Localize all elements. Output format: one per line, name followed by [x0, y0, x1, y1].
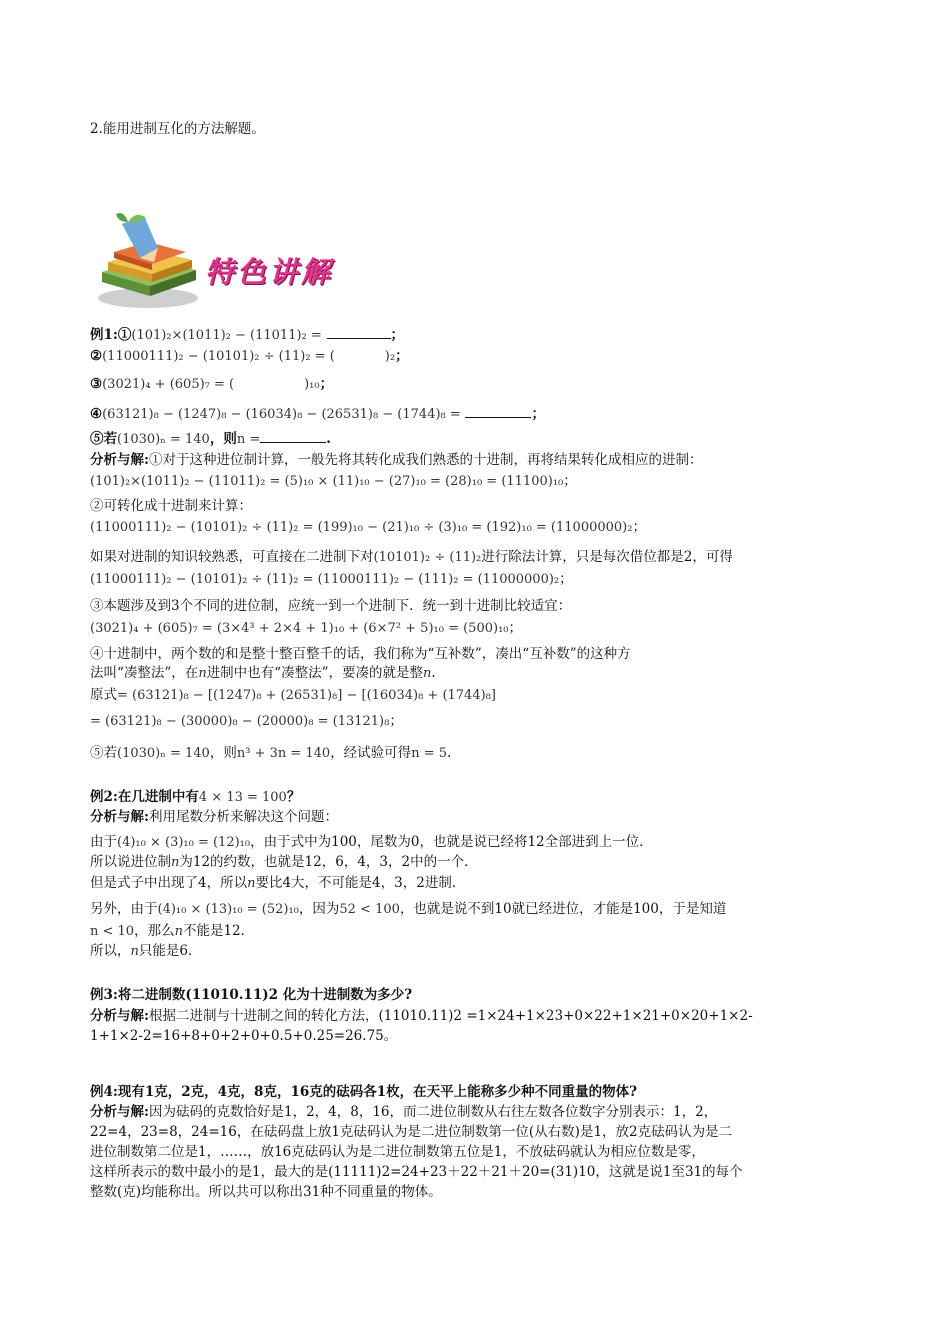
ex2-line4: 另外，由于(4)₁₀ × (13)₁₀ = (52)₁₀，因为52 < 100，也就是说不到10就已经进位，才能是100，于是知道: [90, 901, 727, 917]
ana1-line5: ④十进制中，两个数的和是整十整百整千的话，我们称为“互补数”，凑出“互补数”的这种方: [90, 646, 631, 662]
answer-blank: [327, 324, 391, 339]
ex2-line5: n < 10，那么n不能是12．: [90, 923, 255, 939]
ex4-line5: 整数(克)均能称出。所以共可以称出31种不同重量的物体。: [90, 1184, 442, 1200]
ex4-title: 例4:现有1克，2克，4克，8克，16克的砝码各1枚，在天平上能称多少种不同重量的物体?: [90, 1084, 638, 1100]
answer-blank: [260, 428, 326, 443]
ana1-formula3: (11000111)₂ − (10101)₂ ÷ (11)₂ = (11000111)₂ − (111)₂ = (11000000)₂；: [90, 571, 573, 587]
ex2-line2: 所以说进位制n为12的约数，也就是12，6，4，3，2中的一个．: [90, 854, 478, 870]
ex1-q3: ③(3021)₄ + (605)₇ = ( )₁₀；: [90, 376, 334, 392]
ana1-formula2: (11000111)₂ − (10101)₂ ÷ (11)₂ = (199)₁₀ − (21)₁₀ ÷ (3)₁₀ = (192)₁₀ = (11000000)₂；: [90, 519, 646, 535]
ana1-line9: ⑤若(1030)ₙ = 140，则n³ + 3n = 140，经试验可得n = 5.: [90, 745, 452, 761]
ex1-q4: ④(63121)₈ − (1247)₈ − (16034)₈ − (26531)₈ − (1744)₈ = ；: [90, 403, 870, 424]
ex4-line1: 分析与解:因为砝码的克数恰好是1，2，4，8，16，而二进位制数从右往左数各位数字分别表示：1，2，: [90, 1104, 718, 1120]
ana1-formula1: (101)₂×(1011)₂ − (11011)₂ = (5)₁₀ × (11)₁₀ − (27)₁₀ = (28)₁₀ = (11100)₁₀；: [90, 473, 577, 489]
ex2-line6: 所以，n只能是6．: [90, 943, 202, 959]
ana1-formula8: = (63121)₈ − (30000)₈ − (20000)₈ = (13121)₈；: [90, 713, 403, 729]
ex3-line2: 1+1×2-2=16+8+0+2+0+0.5+0.25=26.75。: [90, 1028, 398, 1044]
ana1-formula4: (3021)₄ + (605)₇ = (3×4³ + 2×4 + 1)₁₀ + (6×7² + 5)₁₀ = (500)₁₀；: [90, 620, 522, 636]
ex4-line4: 这样所表示的数中最小的是1，最大的是(11111)2=24+23＋22＋21＋20=(31)10，这就是说1至31的每个: [90, 1164, 743, 1180]
ex1-q1: 例1:①(101)₂×(1011)₂ − (11011)₂ = ；: [90, 324, 870, 345]
ana1-line3: 如果对进制的知识较熟悉，可直接在二进制下对(10101)₂ ÷ (11)₂进行除法计算，只是每次借位都是2，可得: [90, 549, 733, 565]
ana1-line4: ③本题涉及到3个不同的进位制，应统一到一个进制下．统一到十进制比较适宜：: [90, 598, 572, 614]
ex1-q5: ⑤若(1030)ₙ = 140，则n = .: [90, 428, 870, 449]
section-title: 特色讲解: [205, 255, 334, 289]
ana1-line2: ②可转化成十进制来计算：: [90, 498, 252, 514]
ex2-line1: 由于(4)₁₀ × (3)₁₀ = (12)₁₀，由于式中为100，尾数为0，也就是说已经将12全部进到上一位．: [90, 834, 653, 850]
ex3-title: 例3:将二进制数(11010.11)2 化为十进制数为多少?: [90, 987, 413, 1003]
answer-blank: [465, 403, 531, 418]
ex2-line0: 分析与解:利用尾数分析来解决这个问题：: [90, 809, 338, 825]
ex2-line3: 但是式子中出现了4，所以n要比4大，不可能是4，3，2进制．: [90, 875, 466, 891]
ana1-line6: 法叫“凑整法”，在n进制中也有“凑整法”，要凑的就是整n.: [90, 665, 436, 681]
ana1-line1: 分析与解:①对于这种进位制计算，一般先将其转化成我们熟悉的十进制，再将结果转化成相应的进制：: [90, 452, 703, 468]
ex4-line2: 22=4，23=8，24=16，在砝码盘上放1克砝码认为是二进位制数第一位(从右数)是1，放2克砝码认为是二: [90, 1124, 733, 1140]
intro-line: 2.能用进制互化的方法解题。: [90, 121, 265, 137]
ex2-title: 例2:在几进制中有4 × 13 = 100？: [90, 789, 301, 805]
ex3-line1: 分析与解:根据二进制与十进制之间的转化方法，(11010.11)2 =1×24+1×23+0×22+1×21+0×20+1×2-: [90, 1008, 753, 1024]
ana1-line7: 原式= (63121)₈ − [(1247)₈ + (26531)₈] − [(16034)₈ + (1744)₈]: [90, 687, 496, 703]
ex1-q2: ②(11000111)₂ − (10101)₂ ÷ (11)₂ = ( )₂；: [90, 348, 409, 364]
ex4-line3: 进位制数第二位是1，……，放16克砝码认为是二进位制数第五位是1，不放砝码就认为相应位数是零，: [90, 1144, 705, 1160]
